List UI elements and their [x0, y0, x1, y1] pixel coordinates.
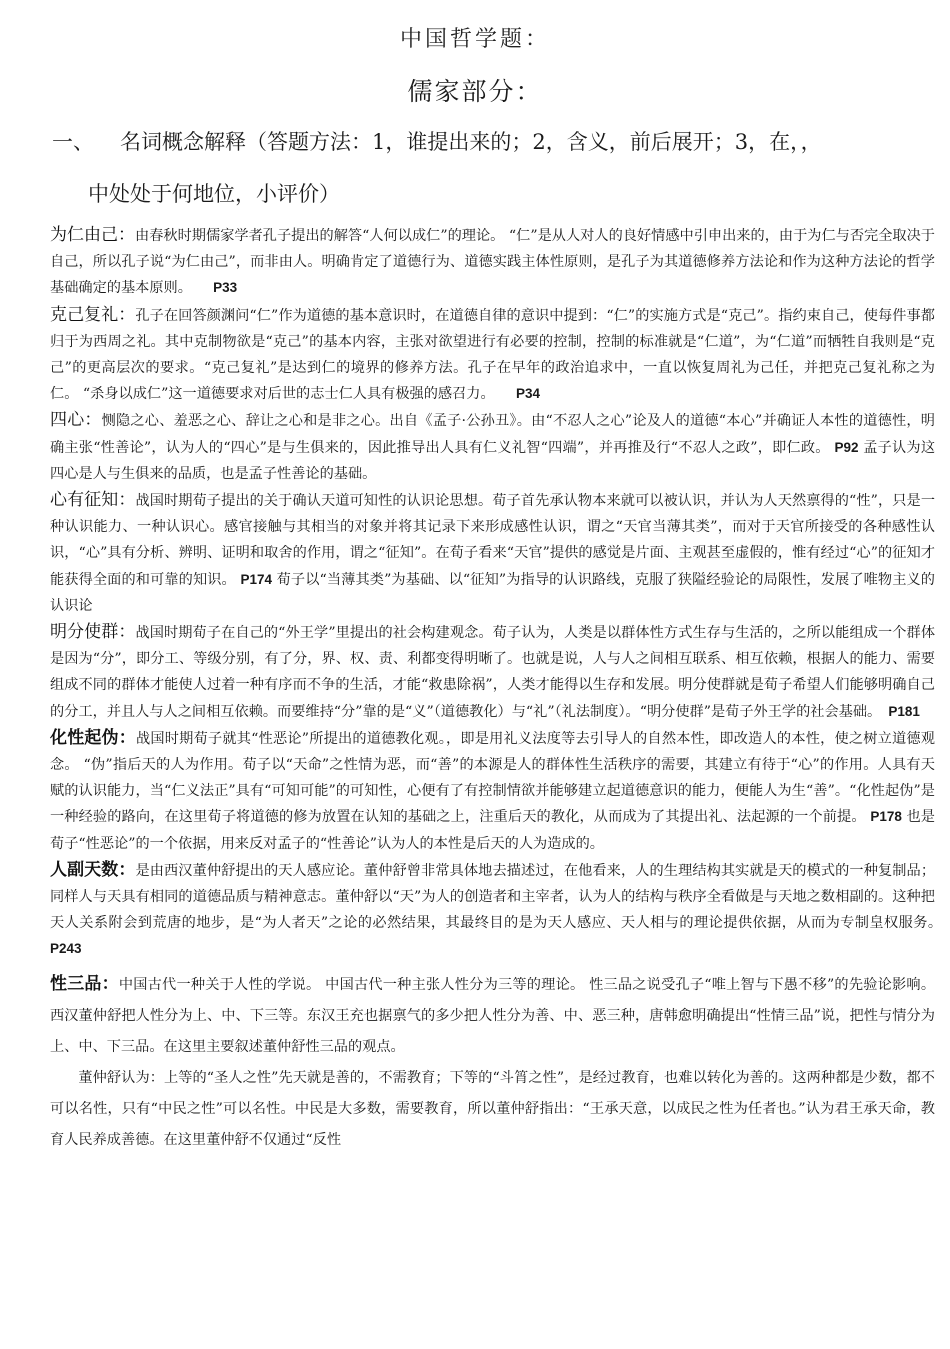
heading-text: 名词概念解释（答题方法：1，谁提出来的；2，含义，前后展开；3，在，，	[120, 130, 822, 154]
entry-xinyouzhengzhi	[50, 487, 935, 619]
entry-text: 恻隐之心、羞恶之心、辞让之心和是非之心。出自《孟子·公孙丑》。由“不忍人之心”论及人的道德“本心”并确证人本性的道德性，明确主张“性善论”，认为人的“四心”是与生俱来的，因此推导出人具有仁义礼智“四端”，并再推及行“不忍人之政”，即仁政。	[50, 413, 935, 456]
entry-term: 为仁由己：	[50, 225, 136, 245]
document-title: 中国哲学题：	[399, 27, 550, 52]
page-ref: P33	[213, 280, 238, 296]
page-ref: P174	[240, 571, 273, 587]
question-heading	[52, 128, 922, 156]
question-heading-continued: 中处处于何地位，小评价）	[88, 182, 340, 206]
entry-huaxingqiwei	[50, 725, 935, 857]
entry-weirenyouji	[50, 222, 935, 302]
page-ref: P181	[888, 703, 920, 719]
entry-sixin	[50, 407, 935, 487]
entry-term: 明分使群：	[50, 622, 136, 643]
closing-paragraph: 董仲舒认为：上等的“圣人之性”先天就是善的，不需教育；下等的“斗筲之性”，是经过教育，也难以转化为善的。这两种都是少数，都不可以名性，只有“中民之性”可以名性。中民是大多数，需要教育，所以董仲舒指出：“王承天意，以成民之性为任者也。”认为君王承天命，教育人民养成善德。在这里董仲舒不仅通过“反性	[50, 1069, 935, 1148]
entry-term: 人副天数：	[50, 859, 136, 880]
entry-renfutianshu	[50, 857, 935, 963]
entry-term: 心有征知：	[50, 490, 136, 511]
entry-term: 四心：	[50, 410, 102, 431]
page-ref: P178	[870, 809, 902, 825]
entry-term: 化性起伪：	[50, 727, 137, 748]
page-ref: P243	[50, 941, 82, 957]
section-title: 儒家部分：	[407, 77, 543, 106]
entry-text: 中国古代一种关于人性的学说。 中国古代一种主张人性分为三等的理论。 性三品之说受孔子“唯上智与下愚不移”的先验论影响。西汉董仲舒把人性分为上、中、下三等。东汉王充也据禀气的多少把人性分为善、中、恶三种，唐韩愈明确提出“性情三品”说，把性与情分为上、中、下三品。在这里主要叙述董仲舒性三品的观点。	[50, 976, 936, 1055]
entry-text-after: 荀子以“当薄其类”为基础、以“征知”为指导的认识路线，克服了狭隘经验论的局限性，发展了唯物主义的认识论	[50, 571, 935, 614]
entries-body	[50, 222, 935, 1156]
entry-term: 性三品：	[50, 973, 119, 994]
page-ref: P92	[834, 439, 859, 455]
entry-text: 孔子在回答颜渊问“仁”作为道德的基本意识时，在道德自律的意识中提到：“仁”的实施方式是“克己”。指约束自己，使每件事都归于为西周之礼。其中克制物欲是“克己”的基本内容，主张对欲望进行有必要的控制，控制的标准就是“仁道”，为“仁道”而牺牲自我则是“克己”的更高层次的要求。“克己复礼”是达到仁的境界的修养方法。孔子在早年的政治追求中，一直以恢复周礼为己任，并把克己复礼称之为仁。 “杀身以成仁”这一道德要求对后世的志士仁人具有极强的感召力。	[50, 307, 935, 403]
entry-text: 战国时期荀子在自己的“外王学”里提出的社会构建观念。荀子认为，人类是以群体性方式生存与生活的，之所以能组成一个群体是因为“分”，即分工、等级分别，有了分，界、权、责、利都变得明晰了。也就是说，人与人之间相互联系、相互依赖，根据人的能力、需要组成不同的群体才能使人过着一种有序而不争的生活，才能“救患除祸”，人类才能得以生存和发展。明分使群就是荀子希望人们能够明确自己的分工，并且人与人之间相互依赖。而要维持“分”靠的是“义”（道德教化）与“礼”（礼法制度）。“明分使群”是荀子外王学的社会基础。	[50, 625, 936, 720]
entry-kejifuli	[50, 302, 935, 408]
entry-text: 是由西汉董仲舒提出的天人感应论。董仲舒曾非常具体地去描述过，在他看来，人的生理结构其实就是天的模式的一种复制品；同样人与天具有相同的道德品质与精神意志。董仲舒以“天”为人的创造者和主宰者，认为人的结构与秩序全看做是与天地之数相副的。这种把天人关系附会到荒唐的地步，是“为人者天”之论的必然结果，其最终目的是为天人感应、天人相与的理论提供依据，从而为专制皇权服务。	[50, 862, 936, 932]
entry-text: 战国时期荀子就其“性恶论”所提出的道德教化观。，即是用礼义法度等去引导人的自然本性，即改造人的本性，使之树立道德观念。 “伪”指后天的人为作用。荀子以“天命”之性情为恶，而“善”的本源是人的群体性生活秩序的需要，其建立有待于“心”的作用。人具有天赋的认识能力，当“仁义法正”具有“可知可能”的可知性，心便有了有控制情欲并能够建立起道德意识的能力，便能人为生“善”。“化性起伪”是一种经验的路向，在这里荀子将道德的修为放置在认知的基础之上，注重后天的教化，从而成为了其提出礼、法起源的一个前提。	[50, 730, 935, 826]
entry-text: 由春秋时期儒家学者孔子提出的解答“人何以成仁”的理论。 “仁”是从人对人的良好情感中引申出来的，由于为仁与否完全取决于自己，所以孔子说“为仁由己”，而非由人。明确肯定了道德行为、道德实践主体性原则，是孔子为其道德修养方法论和作为这种方法论的哲学基础确定的基本原则。	[50, 228, 935, 297]
entry-text-after: 也是荀子“性恶论”的一个依据，用来反对孟子的“性善论”认为人的本性是后天的人为造成的。	[50, 809, 935, 852]
page-ref: P34	[515, 386, 540, 402]
entry-xingsanpin	[50, 969, 935, 1156]
heading-number: 一、	[52, 130, 94, 154]
entry-text: 战国时期荀子提出的关于确认天道可知性的认识论思想。荀子首先承认物本来就可以被认识，并认为人天然禀得的“性”，只是一种认识能力、一种认识心。感官接触与其相当的对象并将其记录下来形成感性认识，谓之“天官当薄其类”，而对于天官所接受的各种感性认识，“心”具有分析、辨明、证明和取舍的作用，谓之“征知”。在荀子看来“天官”提供的感觉是片面、主观甚至虚假的，惟有经过“心”的征知才能获得全面的和可靠的知识。	[50, 493, 936, 588]
entry-term: 克己复礼：	[50, 304, 136, 325]
entry-mingfenshiqun	[50, 619, 935, 725]
entry-text-after: 孟子认为这四心是人与生俱来的品质，也是孟子性善论的基础。	[50, 439, 936, 482]
